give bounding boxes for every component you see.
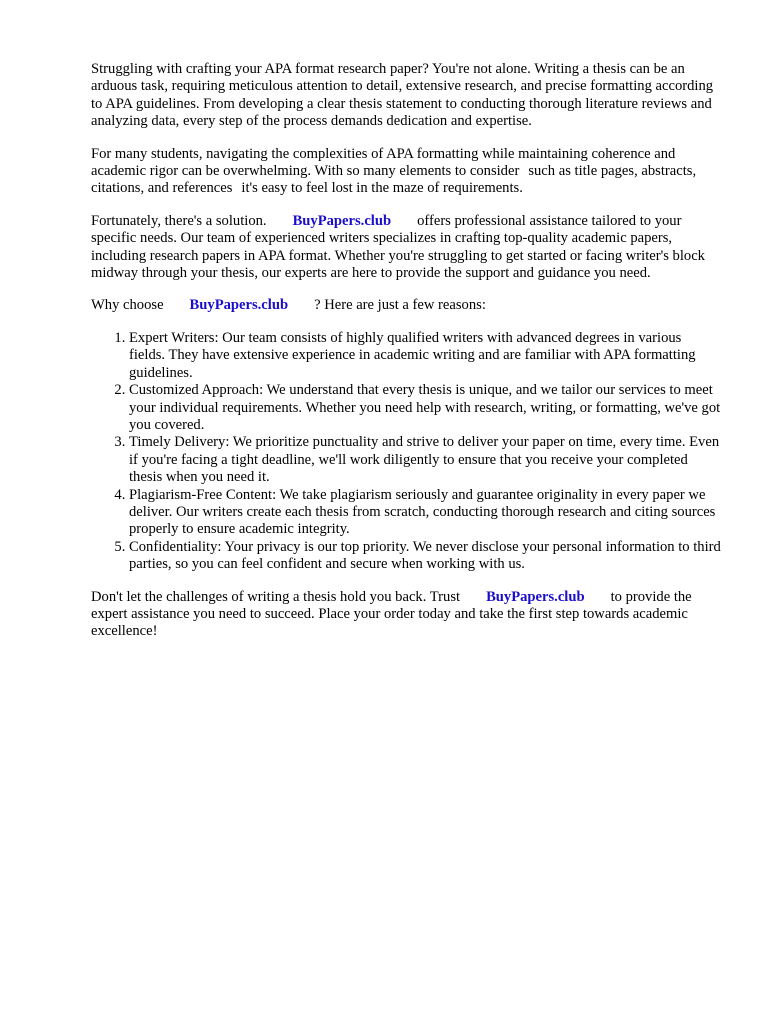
intro-paragraph	[91, 61, 721, 131]
reasons-list	[91, 330, 721, 574]
why-choose-text-before: Why choose	[91, 297, 164, 314]
reason-expert-writers: Expert Writers: Our team consists of highly qualified writers with advanced degrees in various fields. They have extensive experience in academic writing and are familiar with APA formatting guidelines.	[129, 329, 696, 381]
formatting-text-c: it's easy to feel lost in the maze of requirements.	[241, 180, 523, 197]
closing-text-before: Don't let the challenges of writing a thesis hold you back. Trust	[91, 588, 461, 605]
intro-text: Struggling with crafting your APA format research paper? You're not alone. Writing a thesis can be an arduous task, requiring meticulous attention to detail, extensive research, and precise formatting according to APA guidelines. From developing a clear thesis statement to conducting thorough literature reviews and analyzing data, every step of the process demands dedication and expertise.	[91, 61, 714, 130]
list-item	[129, 539, 721, 574]
buypapers-link-2[interactable]: BuyPapers.club	[189, 297, 289, 314]
document-page	[91, 61, 721, 656]
closing-paragraph	[91, 589, 721, 641]
why-choose-text-after: ? Here are just a few reasons:	[314, 297, 486, 314]
reason-confidentiality: Confidentiality: Your privacy is our top priority. We never disclose your personal information to third parties, so you can feel confident and secure when working with us.	[129, 538, 721, 573]
formatting-text-b: such as title pages, abstracts, citations, and references	[91, 163, 697, 197]
formatting-paragraph	[91, 146, 721, 198]
buypapers-link-3[interactable]: BuyPapers.club	[486, 588, 585, 605]
list-item	[129, 434, 721, 486]
formatting-text-a: For many students, navigating the complexities of APA formatting while maintaining coherence and academic rigor can be overwhelming. With so many elements to consider	[91, 145, 676, 180]
reason-customized-approach: Customized Approach: We understand that every thesis is unique, and we tailor our services to meet your individual requirements. Whether you need help with research, writing, or formatting, we've got you covered.	[129, 382, 721, 433]
list-item	[129, 330, 721, 382]
reason-plagiarism-free: Plagiarism-Free Content: We take plagiarism seriously and guarantee originality in every paper we deliver. Our writers create each thesis from scratch, conducting thorough research and citing sources properly to ensure academic integrity.	[129, 486, 716, 538]
closing-text-after: to provide the expert assistance you need to succeed. Place your order today and take the first step towards academic excellence!	[91, 588, 692, 640]
list-item	[129, 382, 721, 434]
reason-timely-delivery: Timely Delivery: We prioritize punctuality and strive to deliver your paper on time, every time. Even if you're facing a tight deadline, we'll work diligently to ensure that you receive your completed thesis when you need it.	[129, 434, 720, 486]
solution-paragraph	[91, 213, 721, 283]
solution-text-before: Fortunately, there's a solution.	[91, 212, 267, 229]
buypapers-link-1[interactable]: BuyPapers.club	[292, 212, 392, 229]
solution-text-after: offers professional assistance tailored to your specific needs. Our team of experienced writers specializes in crafting top-quality academic papers, including research papers in APA format. Whether you're struggling to get started or facing writer's block midway through your thesis, our experts are here to provide the support and guidance you need.	[91, 212, 705, 282]
list-item	[129, 487, 721, 539]
why-choose-paragraph	[91, 297, 721, 314]
